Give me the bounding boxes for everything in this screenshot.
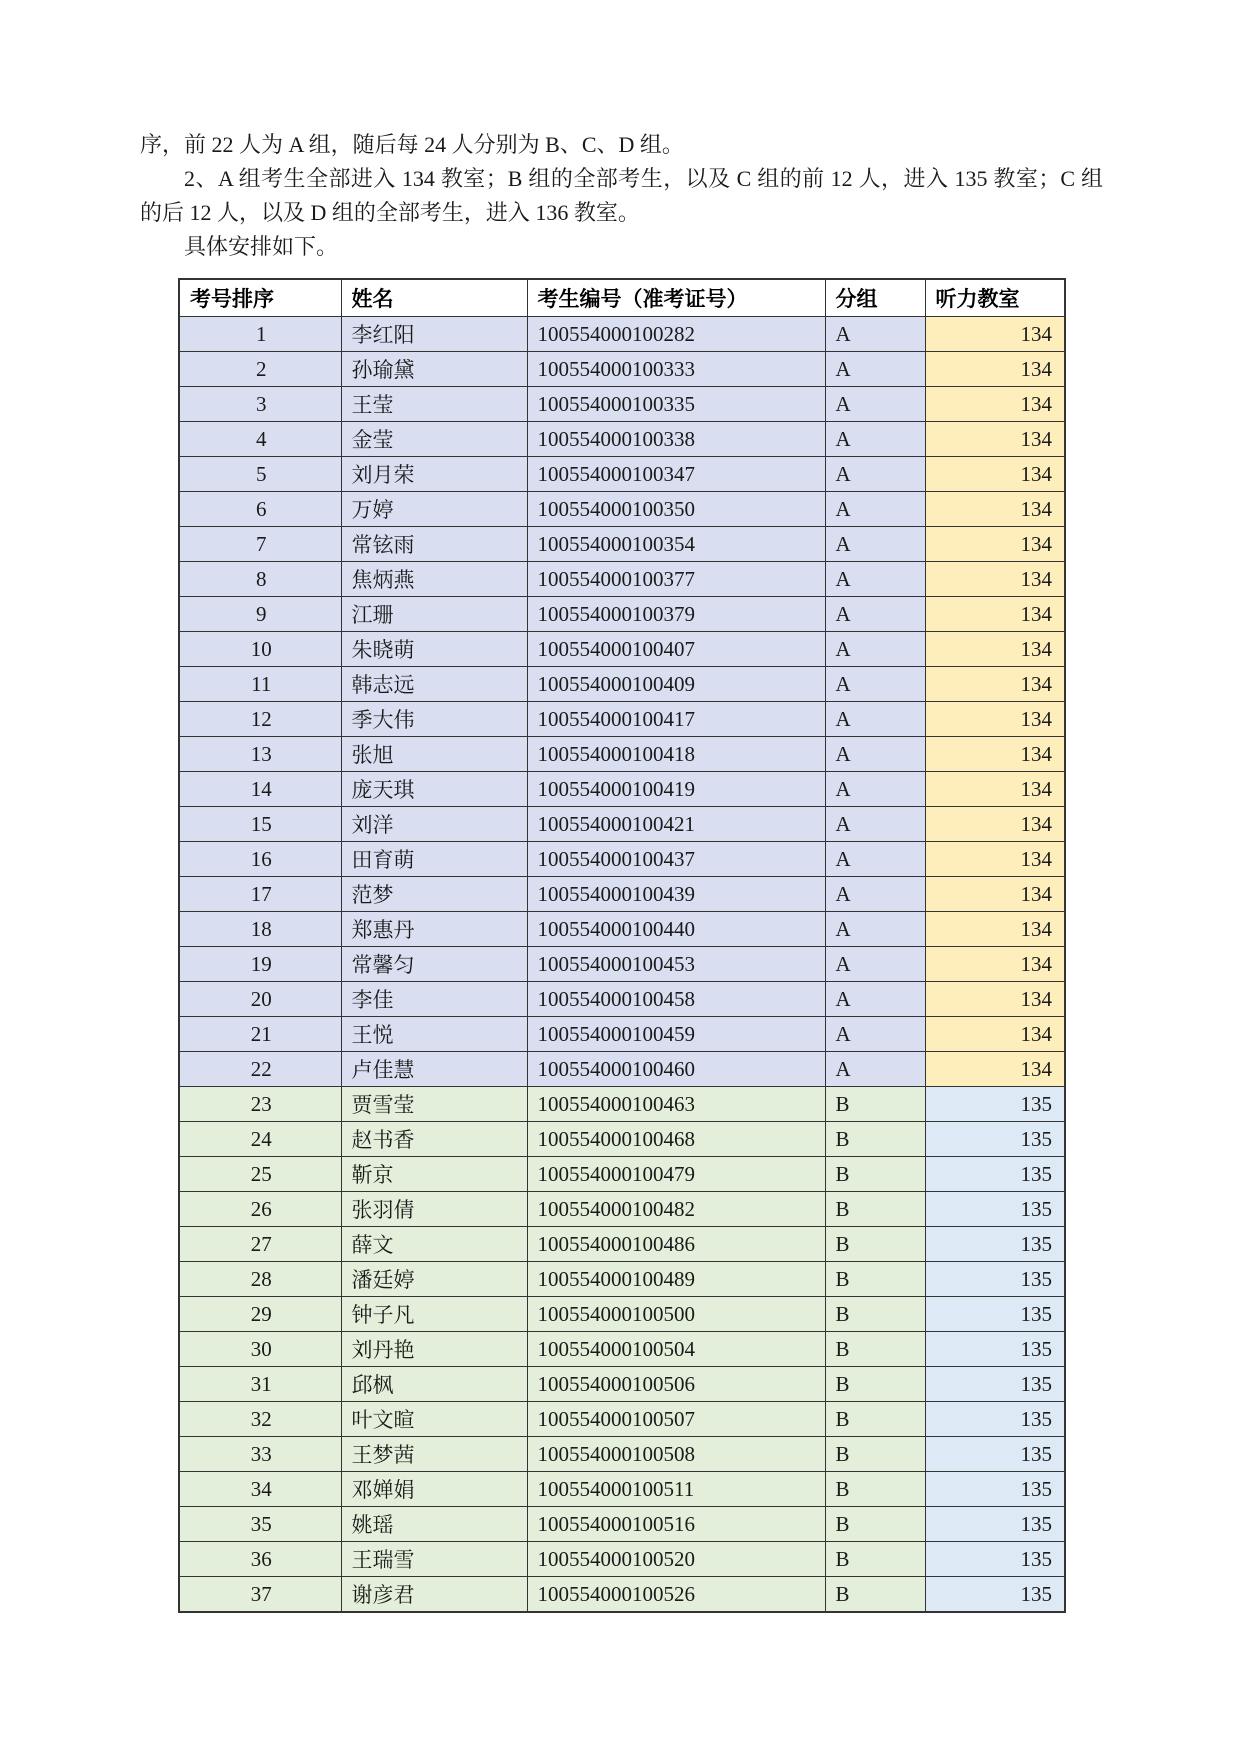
candidate-id-cell: 100554000100379 (527, 597, 825, 632)
column-header-name: 姓名 (341, 279, 527, 317)
table-row (179, 1402, 1065, 1437)
rank-cell: 5 (179, 457, 341, 492)
group-cell: B (825, 1332, 925, 1367)
room-cell: 134 (925, 982, 1065, 1017)
room-cell: 134 (925, 457, 1065, 492)
name-cell: 刘月荣 (341, 457, 527, 492)
table-row (179, 1087, 1065, 1122)
table-row (179, 1262, 1065, 1297)
table-row (179, 632, 1065, 667)
candidate-id-cell: 100554000100437 (527, 842, 825, 877)
rank-cell: 37 (179, 1577, 341, 1613)
table-row (179, 562, 1065, 597)
rank-cell: 15 (179, 807, 341, 842)
group-cell: A (825, 982, 925, 1017)
candidate-id-cell: 100554000100508 (527, 1437, 825, 1472)
rank-cell: 21 (179, 1017, 341, 1052)
group-cell: B (825, 1262, 925, 1297)
name-cell: 庞天琪 (341, 772, 527, 807)
name-cell: 潘廷婷 (341, 1262, 527, 1297)
table-row (179, 1332, 1065, 1367)
rank-cell: 11 (179, 667, 341, 702)
rank-cell: 16 (179, 842, 341, 877)
rank-cell: 33 (179, 1437, 341, 1472)
group-cell: B (825, 1157, 925, 1192)
name-cell: 卢佳慧 (341, 1052, 527, 1087)
room-cell: 134 (925, 807, 1065, 842)
candidate-id-cell: 100554000100419 (527, 772, 825, 807)
candidate-id-cell: 100554000100468 (527, 1122, 825, 1157)
group-cell: B (825, 1472, 925, 1507)
group-cell: A (825, 772, 925, 807)
room-cell: 135 (925, 1157, 1065, 1192)
group-cell: A (825, 562, 925, 597)
candidate-id-cell: 100554000100504 (527, 1332, 825, 1367)
name-cell: 贾雪莹 (341, 1087, 527, 1122)
rank-cell: 13 (179, 737, 341, 772)
table-row (179, 1192, 1065, 1227)
candidate-id-cell: 100554000100350 (527, 492, 825, 527)
room-cell: 134 (925, 877, 1065, 912)
group-cell: B (825, 1367, 925, 1402)
paragraph-room-assignment: 2、A 组考生全部进入 134 教室；B 组的全部考生，以及 C 组的前 12 人，进入 135 教室；C 组的后 12 人，以及 D 组的全部考生，进入 136 教室。 (140, 166, 1103, 225)
room-cell: 134 (925, 492, 1065, 527)
rank-cell: 34 (179, 1472, 341, 1507)
group-cell: A (825, 352, 925, 387)
group-cell: A (825, 947, 925, 982)
rank-cell: 6 (179, 492, 341, 527)
candidate-id-cell: 100554000100347 (527, 457, 825, 492)
name-cell: 金莹 (341, 422, 527, 457)
group-cell: A (825, 737, 925, 772)
group-cell: A (825, 842, 925, 877)
name-cell: 刘洋 (341, 807, 527, 842)
name-cell: 姚瑶 (341, 1507, 527, 1542)
room-cell: 134 (925, 772, 1065, 807)
column-header-group: 分组 (825, 279, 925, 317)
name-cell: 薛文 (341, 1227, 527, 1262)
room-cell: 134 (925, 842, 1065, 877)
intro-paragraphs (140, 128, 1103, 264)
rank-cell: 20 (179, 982, 341, 1017)
candidate-id-cell: 100554000100409 (527, 667, 825, 702)
table-row (179, 422, 1065, 457)
candidate-id-cell: 100554000100407 (527, 632, 825, 667)
name-cell: 郑惠丹 (341, 912, 527, 947)
name-cell: 靳京 (341, 1157, 527, 1192)
table-row (179, 1122, 1065, 1157)
room-cell: 134 (925, 317, 1065, 352)
name-cell: 王莹 (341, 387, 527, 422)
group-cell: B (825, 1577, 925, 1613)
group-cell: B (825, 1542, 925, 1577)
rank-cell: 26 (179, 1192, 341, 1227)
candidate-id-cell: 100554000100417 (527, 702, 825, 737)
group-cell: A (825, 912, 925, 947)
candidate-id-cell: 100554000100453 (527, 947, 825, 982)
table-row (179, 842, 1065, 877)
room-cell: 134 (925, 702, 1065, 737)
name-cell: 赵书香 (341, 1122, 527, 1157)
group-cell: B (825, 1437, 925, 1472)
room-cell: 134 (925, 1017, 1065, 1052)
name-cell: 钟子凡 (341, 1297, 527, 1332)
rank-cell: 32 (179, 1402, 341, 1437)
table-row (179, 947, 1065, 982)
room-cell: 135 (925, 1227, 1065, 1262)
table-row (179, 1437, 1065, 1472)
group-cell: B (825, 1402, 925, 1437)
rank-cell: 18 (179, 912, 341, 947)
candidate-id-cell: 100554000100511 (527, 1472, 825, 1507)
rank-cell: 22 (179, 1052, 341, 1087)
group-cell: A (825, 492, 925, 527)
table-row (179, 877, 1065, 912)
name-cell: 李佳 (341, 982, 527, 1017)
rank-cell: 24 (179, 1122, 341, 1157)
table-row (179, 702, 1065, 737)
paragraph-continuation: 序，前 22 人为 A 组，随后每 24 人分别为 B、C、D 组。 (140, 132, 684, 157)
name-cell: 王悦 (341, 1017, 527, 1052)
table-row (179, 387, 1065, 422)
name-cell: 刘丹艳 (341, 1332, 527, 1367)
table-header-row (179, 279, 1065, 317)
column-header-rank: 考号排序 (179, 279, 341, 317)
name-cell: 叶文暄 (341, 1402, 527, 1437)
group-cell: A (825, 807, 925, 842)
rank-cell: 28 (179, 1262, 341, 1297)
table-row (179, 1297, 1065, 1332)
name-cell: 江珊 (341, 597, 527, 632)
table-row (179, 597, 1065, 632)
column-header-room: 听力教室 (925, 279, 1065, 317)
room-cell: 135 (925, 1542, 1065, 1577)
group-cell: B (825, 1227, 925, 1262)
table-row (179, 1367, 1065, 1402)
candidate-id-cell: 100554000100460 (527, 1052, 825, 1087)
rank-cell: 30 (179, 1332, 341, 1367)
table-row (179, 807, 1065, 842)
name-cell: 张旭 (341, 737, 527, 772)
group-cell: A (825, 702, 925, 737)
room-cell: 134 (925, 597, 1065, 632)
rank-cell: 17 (179, 877, 341, 912)
name-cell: 朱晓萌 (341, 632, 527, 667)
seating-table (178, 278, 1066, 1613)
group-cell: A (825, 667, 925, 702)
rank-cell: 4 (179, 422, 341, 457)
name-cell: 常铉雨 (341, 527, 527, 562)
candidate-id-cell: 100554000100516 (527, 1507, 825, 1542)
table-row (179, 1507, 1065, 1542)
candidate-id-cell: 100554000100458 (527, 982, 825, 1017)
table-row (179, 352, 1065, 387)
candidate-id-cell: 100554000100520 (527, 1542, 825, 1577)
candidate-id-cell: 100554000100338 (527, 422, 825, 457)
name-cell: 王梦茜 (341, 1437, 527, 1472)
name-cell: 常馨匀 (341, 947, 527, 982)
group-cell: A (825, 632, 925, 667)
group-cell: B (825, 1507, 925, 1542)
group-cell: A (825, 1017, 925, 1052)
rank-cell: 9 (179, 597, 341, 632)
table-row (179, 1227, 1065, 1262)
rank-cell: 14 (179, 772, 341, 807)
room-cell: 134 (925, 387, 1065, 422)
name-cell: 万婷 (341, 492, 527, 527)
group-cell: A (825, 1052, 925, 1087)
name-cell: 邱枫 (341, 1367, 527, 1402)
rank-cell: 27 (179, 1227, 341, 1262)
name-cell: 季大伟 (341, 702, 527, 737)
room-cell: 134 (925, 422, 1065, 457)
room-cell: 135 (925, 1262, 1065, 1297)
candidate-id-cell: 100554000100489 (527, 1262, 825, 1297)
candidate-id-cell: 100554000100335 (527, 387, 825, 422)
room-cell: 134 (925, 527, 1065, 562)
table-row (179, 1472, 1065, 1507)
rank-cell: 19 (179, 947, 341, 982)
name-cell: 田育萌 (341, 842, 527, 877)
name-cell: 王瑞雪 (341, 1542, 527, 1577)
candidate-id-cell: 100554000100506 (527, 1367, 825, 1402)
name-cell: 韩志远 (341, 667, 527, 702)
candidate-id-cell: 100554000100421 (527, 807, 825, 842)
room-cell: 135 (925, 1402, 1065, 1437)
rank-cell: 10 (179, 632, 341, 667)
room-cell: 135 (925, 1297, 1065, 1332)
paragraph-arrangement-intro: 具体安排如下。 (184, 234, 339, 259)
column-header-candidate-id: 考生编号（准考证号） (527, 279, 825, 317)
name-cell: 张羽倩 (341, 1192, 527, 1227)
table-row (179, 457, 1065, 492)
room-cell: 134 (925, 632, 1065, 667)
rank-cell: 23 (179, 1087, 341, 1122)
table-row (179, 1052, 1065, 1087)
rank-cell: 29 (179, 1297, 341, 1332)
room-cell: 135 (925, 1437, 1065, 1472)
candidate-id-cell: 100554000100500 (527, 1297, 825, 1332)
table-row (179, 317, 1065, 352)
group-cell: B (825, 1297, 925, 1332)
candidate-id-cell: 100554000100377 (527, 562, 825, 597)
candidate-id-cell: 100554000100439 (527, 877, 825, 912)
group-cell: A (825, 422, 925, 457)
group-cell: A (825, 317, 925, 352)
table-row (179, 982, 1065, 1017)
name-cell: 李红阳 (341, 317, 527, 352)
group-cell: A (825, 457, 925, 492)
candidate-id-cell: 100554000100482 (527, 1192, 825, 1227)
table-row (179, 667, 1065, 702)
table-row (179, 1542, 1065, 1577)
name-cell: 邓婵娟 (341, 1472, 527, 1507)
room-cell: 135 (925, 1507, 1065, 1542)
table-row (179, 1577, 1065, 1613)
name-cell: 焦炳燕 (341, 562, 527, 597)
table-row (179, 527, 1065, 562)
rank-cell: 25 (179, 1157, 341, 1192)
candidate-id-cell: 100554000100459 (527, 1017, 825, 1052)
room-cell: 134 (925, 912, 1065, 947)
table-row (179, 912, 1065, 947)
candidate-id-cell: 100554000100507 (527, 1402, 825, 1437)
table-row (179, 492, 1065, 527)
room-cell: 135 (925, 1192, 1065, 1227)
room-cell: 134 (925, 1052, 1065, 1087)
room-cell: 134 (925, 947, 1065, 982)
candidate-id-cell: 100554000100333 (527, 352, 825, 387)
room-cell: 134 (925, 737, 1065, 772)
table-body (179, 317, 1065, 1613)
room-cell: 135 (925, 1087, 1065, 1122)
rank-cell: 2 (179, 352, 341, 387)
group-cell: A (825, 597, 925, 632)
table-row (179, 772, 1065, 807)
candidate-id-cell: 100554000100486 (527, 1227, 825, 1262)
candidate-id-cell: 100554000100463 (527, 1087, 825, 1122)
group-cell: A (825, 877, 925, 912)
candidate-id-cell: 100554000100526 (527, 1577, 825, 1613)
candidate-id-cell: 100554000100479 (527, 1157, 825, 1192)
rank-cell: 35 (179, 1507, 341, 1542)
rank-cell: 7 (179, 527, 341, 562)
room-cell: 135 (925, 1122, 1065, 1157)
group-cell: A (825, 387, 925, 422)
rank-cell: 3 (179, 387, 341, 422)
room-cell: 135 (925, 1367, 1065, 1402)
candidate-id-cell: 100554000100418 (527, 737, 825, 772)
rank-cell: 1 (179, 317, 341, 352)
table-row (179, 1017, 1065, 1052)
group-cell: A (825, 527, 925, 562)
rank-cell: 8 (179, 562, 341, 597)
room-cell: 134 (925, 352, 1065, 387)
group-cell: B (825, 1192, 925, 1227)
room-cell: 135 (925, 1332, 1065, 1367)
group-cell: B (825, 1122, 925, 1157)
room-cell: 134 (925, 667, 1065, 702)
rank-cell: 36 (179, 1542, 341, 1577)
name-cell: 谢彦君 (341, 1577, 527, 1613)
name-cell: 孙瑜黛 (341, 352, 527, 387)
name-cell: 范梦 (341, 877, 527, 912)
rank-cell: 31 (179, 1367, 341, 1402)
candidate-id-cell: 100554000100282 (527, 317, 825, 352)
table-row (179, 1157, 1065, 1192)
room-cell: 135 (925, 1577, 1065, 1613)
room-cell: 135 (925, 1472, 1065, 1507)
group-cell: B (825, 1087, 925, 1122)
candidate-id-cell: 100554000100440 (527, 912, 825, 947)
table-row (179, 737, 1065, 772)
room-cell: 134 (925, 562, 1065, 597)
rank-cell: 12 (179, 702, 341, 737)
candidate-id-cell: 100554000100354 (527, 527, 825, 562)
